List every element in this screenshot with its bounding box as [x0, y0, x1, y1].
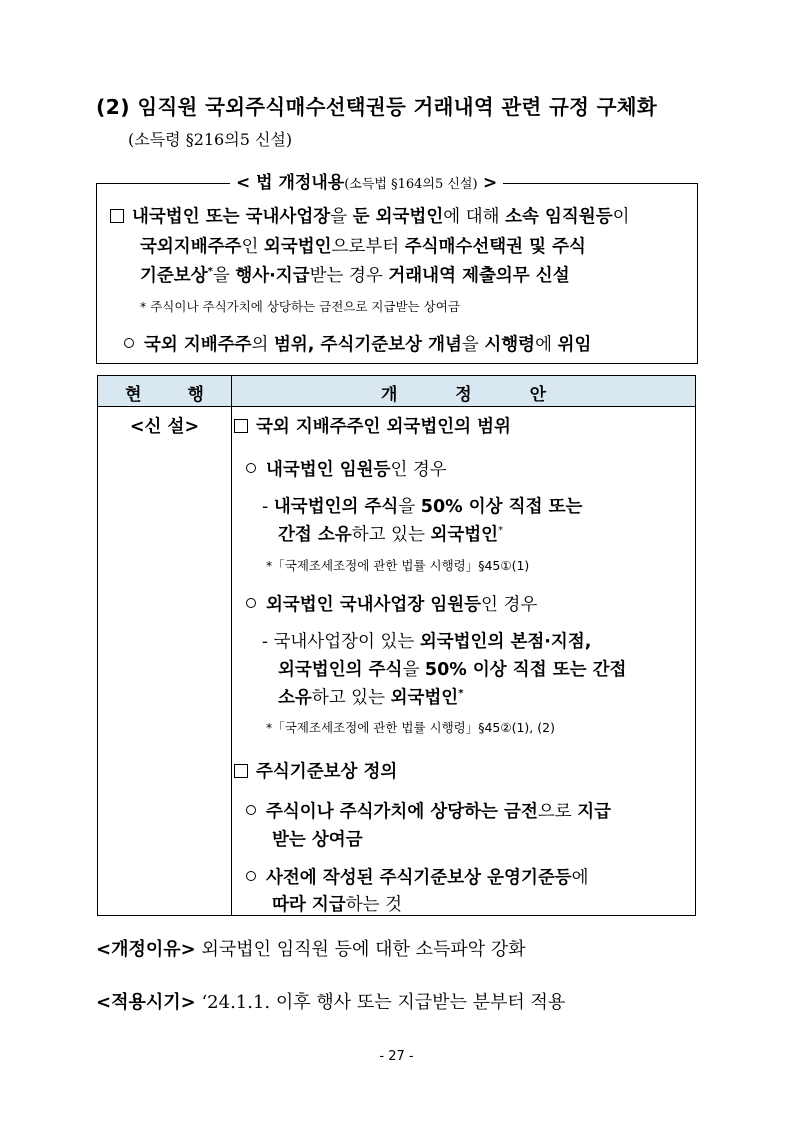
s1-case2-detail-line3 [278, 684, 463, 709]
circle-bullet-icon [246, 598, 256, 608]
law-box-title-main: < 법 개정내용 [236, 173, 345, 193]
amendment-reason [96, 935, 526, 961]
circle-bullet-icon [246, 463, 256, 473]
law-text-bold: 주식매수선택권 및 주식 [404, 237, 586, 257]
table-text-bold: 받는 상여금 [272, 830, 363, 850]
s1-case1 [246, 456, 447, 481]
table-text: 에 [571, 868, 589, 888]
section2-title [234, 758, 397, 783]
footnote-marker: * [498, 525, 504, 536]
footnote-marker: * [458, 688, 464, 699]
footnote-marker: * [207, 266, 213, 277]
table-text: - 국내사업장이 있는 [262, 632, 420, 652]
law-text: 의 [251, 335, 274, 355]
table-text-bold: 내국법인 임원등 [266, 460, 391, 480]
s1-case2-detail-line1 [262, 628, 591, 653]
law-text: 받는 경우 [309, 266, 389, 286]
applied-label: <적용시기> [96, 992, 196, 1013]
law-text-bold: 기준보상 [140, 266, 208, 286]
law-para1-line2 [140, 233, 586, 258]
table-text: 을 [402, 660, 425, 680]
s1-footnote1: *「국제조세조정에 관한 법률 시행령」§45①(1) [266, 558, 530, 573]
law-para1-line3 [140, 262, 570, 287]
s1-footnote2: *「국제조세조정에 관한 법률 시행령」§45②(1), (2) [266, 720, 555, 735]
circle-bullet-icon [124, 338, 134, 348]
law-text-bold: 국외지배주주 [140, 237, 242, 257]
law-text-bold: 범위, 주식기준보상 개념 [274, 335, 462, 355]
square-bullet-icon [234, 419, 248, 433]
table-text: - [262, 497, 274, 517]
law-footnote: * 주식이나 주식가치에 상당하는 금전으로 지급받는 상여금 [140, 299, 460, 314]
law-text-bold: 외국법인 [263, 237, 332, 257]
law-box-title-note: (소득법 §164의5 신설) [344, 177, 478, 192]
law-text-bold: 국외 지배주주 [144, 335, 252, 355]
table-text-bold: 외국법인 [390, 688, 459, 708]
page-number: - 27 - [379, 1049, 414, 1064]
law-text-bold: 거래내역 제출의무 신설 [388, 266, 570, 286]
table-text-bold: 외국법인 [430, 525, 499, 545]
table-text: 인 경우 [481, 595, 538, 615]
table-text-bold: 외국법인의 주식 [278, 660, 403, 680]
table-text: 인 경우 [390, 460, 447, 480]
table-text: 하고 있는 [351, 525, 431, 545]
law-delegation-line [124, 331, 591, 356]
law-text-bold: 시행령 [484, 335, 536, 355]
law-text: 으로부터 [331, 237, 405, 257]
table-text: 으로 [537, 802, 578, 822]
reason-text: 외국법인 임직원 등에 대한 소득파악 강화 [195, 939, 526, 960]
table-text-bold: 내국법인의 주식 [273, 497, 399, 517]
law-text: 에 [535, 335, 558, 355]
law-text: 을 [461, 335, 485, 355]
table-text-bold: 간접 소유 [278, 525, 352, 545]
square-bullet-icon [234, 764, 248, 778]
section-heading: (2) 임직원 국외주식매수선택권등 거래내역 관련 규정 구체화 [96, 95, 657, 119]
law-para1-line1 [110, 203, 630, 228]
law-text: 을 [212, 266, 236, 286]
section-title-text: 국외 지배주주인 외국법인의 범위 [256, 417, 511, 437]
table-text-bold: 외국법인 국내사업장 임원등 [266, 595, 482, 615]
effective-date [96, 988, 565, 1014]
circle-bullet-icon [246, 805, 256, 815]
s2-item2-line2 [272, 891, 402, 916]
table-text-bold: 소유 [278, 688, 312, 708]
header-current: 현 행 [125, 385, 224, 405]
law-box-title [230, 168, 503, 193]
table-text-bold: 50% 이상 직접 또는 간접 [424, 660, 627, 680]
s1-case2-detail-line2 [278, 656, 626, 681]
table-text-bold: 지급 [577, 802, 612, 822]
table-text: 을 [398, 497, 421, 517]
law-text-bold: 소속 임직원등 [505, 207, 613, 227]
law-text-bold: 행사·지급 [235, 266, 310, 286]
s1-case1-detail-line1 [262, 493, 582, 518]
s1-case1-detail-line2 [278, 521, 503, 546]
section-subheading: (소득령 §216의5 신설) [128, 130, 293, 149]
table-text-bold: 따라 지급 [272, 895, 346, 915]
reason-label: <개정이유> [96, 939, 196, 960]
applied-text: ‘24.1.1. 이후 행사 또는 지급받는 분부터 적용 [195, 992, 566, 1013]
law-text: 에 대해 [443, 207, 506, 227]
section1-title [234, 413, 511, 438]
law-text-bold: 내국법인 또는 국내사업장 [132, 207, 331, 227]
table-text: 하는 것 [345, 895, 402, 915]
law-text-bold: 위임 [557, 335, 592, 355]
table-text: 하고 있는 [311, 688, 391, 708]
s1-case2 [246, 591, 537, 616]
law-text: 을 [330, 207, 353, 227]
table-text-bold: 50% 이상 직접 또는 [420, 497, 583, 517]
current-cell-new: <신 설> [129, 417, 200, 437]
law-text-bold: 둔 외국법인 [352, 207, 444, 227]
law-text: 인 [241, 237, 264, 257]
column-divider [231, 376, 232, 915]
s2-item1-line2 [272, 826, 363, 851]
table-text-bold: 사전에 작성된 주식기준보상 운영기준등 [266, 868, 572, 888]
square-bullet-icon [110, 209, 124, 223]
circle-bullet-icon [246, 871, 256, 881]
table-text-bold: 외국법인의 본점·지점, [419, 632, 592, 652]
s2-item1-line1 [246, 798, 611, 823]
section-title-text: 주식기준보상 정의 [256, 762, 398, 782]
s2-item2-line1 [246, 864, 589, 889]
table-text-bold: 주식이나 주식가치에 상당하는 금전 [266, 802, 538, 822]
header-revised: 개 정 안 [380, 385, 573, 405]
law-text: 이 [612, 207, 630, 227]
law-box-title-end: > [482, 173, 498, 193]
